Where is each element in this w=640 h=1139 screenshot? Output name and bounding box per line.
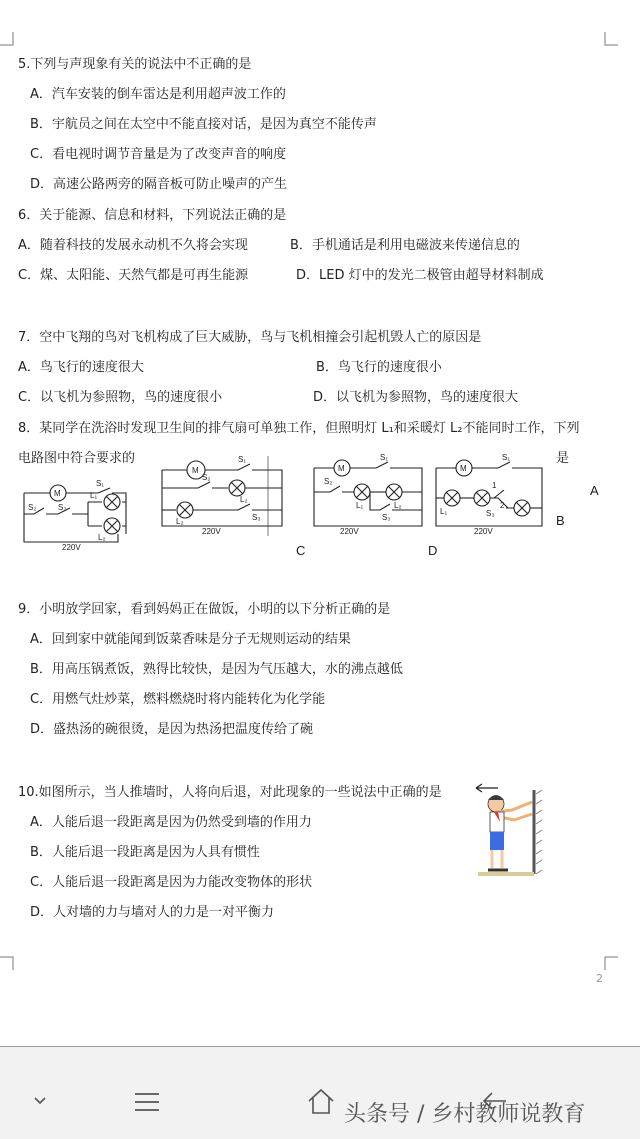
circuit-c-l1-label: L₁ — [356, 501, 364, 510]
circuit-d-motor-label: M — [460, 464, 467, 473]
circuit-d-s1-label: S₁ — [502, 453, 511, 462]
q7-option-c: C．以飞机为参照物，鸟的速度很小 — [18, 390, 223, 405]
circuit-diagram-b — [158, 452, 288, 536]
q6-stem: 6．关于能源、信息和材料，下列说法正确的是 — [18, 208, 287, 223]
circuit-a-s1-label: S₁ — [96, 479, 105, 488]
q8-stem-end: 是 — [556, 451, 570, 466]
circuit-a-l1-label: L₁ — [90, 491, 98, 500]
circuit-b-s1-label: S₁ — [238, 455, 247, 464]
q7-option-a: A．鸟飞行的速度很大 — [18, 360, 144, 375]
q10-option-b: B．人能后退一段距离是因为人具有惯性 — [30, 845, 260, 860]
q8-label-b: B — [556, 513, 565, 528]
circuit-c-motor-label: M — [338, 464, 345, 473]
circuit-a-voltage-label: 220V — [62, 543, 81, 552]
circuit-b-l2-label: L₂ — [240, 495, 248, 504]
circuit-b-l2b-label: L₂ — [176, 517, 184, 526]
circuit-c-voltage-label: 220V — [340, 527, 359, 536]
home-icon[interactable] — [306, 1087, 336, 1115]
q9-stem: 9．小明放学回家，看到妈妈正在做饭，小明的以下分析正确的是 — [18, 602, 391, 617]
q5-option-b: B．宇航员之间在太空中不能直接对话，是因为真空不能传声 — [30, 117, 377, 132]
q7-option-d: D．以飞机为参照物，鸟的速度很大 — [313, 390, 519, 405]
corner-mark-top-right — [604, 32, 618, 46]
circuit-diagram-a — [18, 478, 156, 552]
circuit-c-s3-label: S₃ — [382, 513, 391, 522]
q8-stem: 8．某同学在洗浴时发现卫生间的排气扇可单独工作，但照明灯 L₁和采暖灯 L₂不能同时工作，下列 — [18, 421, 580, 436]
q6-option-b: B．手机通话是利用电磁波来传递信息的 — [290, 238, 520, 253]
q10-stem: 10.如图所示，当人推墙时，人将向后退，对此现象的一些说法中正确的是 — [18, 785, 442, 800]
q5-option-a: A．汽车安装的倒车雷达是利用超声波工作的 — [30, 87, 286, 102]
circuit-a-motor-label: M — [54, 489, 61, 498]
circuit-d-n1-label: 1 — [492, 481, 497, 490]
circuit-d-voltage-label: 220V — [474, 527, 493, 536]
q9-option-c: C．用燃气灶炒菜，燃料燃烧时将内能转化为化学能 — [30, 692, 326, 707]
q8-stem-line2: 电路图中符合要求的 — [18, 451, 136, 466]
circuit-d-n2-label: 2 — [500, 501, 505, 510]
q7-option-b: B．鸟飞行的速度很小 — [316, 360, 442, 375]
circuit-a-l2-label: L₂ — [98, 533, 106, 542]
corner-mark-bottom-right — [604, 956, 618, 970]
q5-stem: 5.下列与声现象有关的说法中不正确的是 — [18, 57, 252, 72]
q8-label-d: D — [428, 543, 438, 558]
corner-mark-bottom-left — [0, 956, 14, 970]
q9-option-b: B．用高压锅煮饭，熟得比较快，是因为气压越大，水的沸点越低 — [30, 662, 403, 677]
circuit-a-s2-label: S₂ — [28, 503, 37, 512]
circuit-c-s1-label: S₁ — [380, 453, 389, 462]
q7-stem: 7．空中飞翔的鸟对飞机构成了巨大威胁，鸟与飞机相撞会引起机毁人亡的原因是 — [18, 330, 482, 345]
circuit-b-motor-label: M — [192, 466, 199, 475]
circuit-b-s2-label: S₂ — [202, 473, 211, 482]
circuit-c-l2-label: L₂ — [394, 501, 402, 510]
q6-option-d: D．LED 灯中的发光二极管由超导材料制成 — [296, 268, 544, 283]
q8-label-c: C — [296, 543, 306, 558]
q9-option-d: D．盛热汤的碗很烫，是因为热汤把温度传给了碗 — [30, 722, 314, 737]
corner-mark-top-left — [0, 32, 14, 46]
circuit-diagram-d — [432, 452, 548, 536]
q10-option-c: C．人能后退一段距离是因为力能改变物体的形状 — [30, 875, 313, 890]
bottom-nav-bar — [0, 1046, 640, 1139]
circuit-d-s3-label: S₃ — [486, 509, 495, 518]
watermark-text: 头条号 / 乡村教师说教育 — [344, 1102, 586, 1127]
q5-option-c: C．看电视时调节音量是为了改变声音的响度 — [30, 147, 287, 162]
circuit-b-s3-label: S₃ — [252, 513, 261, 522]
q5-option-d: D．高速公路两旁的隔音板可防止噪声的产生 — [30, 177, 288, 192]
menu-icon[interactable] — [133, 1091, 161, 1113]
circuit-b-voltage-label: 220V — [202, 527, 221, 536]
q8-label-a: A — [590, 483, 599, 498]
person-pushing-wall-illustration — [472, 780, 548, 880]
q9-option-a: A．回到家中就能闻到饭菜香味是分子无规则运动的结果 — [30, 632, 351, 647]
circuit-a-s3-label: S₃ — [58, 503, 67, 512]
q6-option-c: C．煤、太阳能、天然气都是可再生能源 — [18, 268, 249, 283]
chevron-down-icon[interactable] — [32, 1095, 48, 1107]
q10-option-a: A．人能后退一段距离是因为仍然受到墙的作用力 — [30, 815, 312, 830]
q10-option-d: D．人对墙的力与墙对人的力是一对平衡力 — [30, 905, 275, 920]
page-number: 2 — [596, 972, 603, 985]
circuit-c-s2-label: S₂ — [324, 477, 333, 486]
circuit-d-l1-label: L₁ — [440, 507, 448, 516]
q6-option-a: A．随着科技的发展永动机不久将会实现 — [18, 238, 248, 253]
circuit-diagram-c — [310, 452, 428, 536]
